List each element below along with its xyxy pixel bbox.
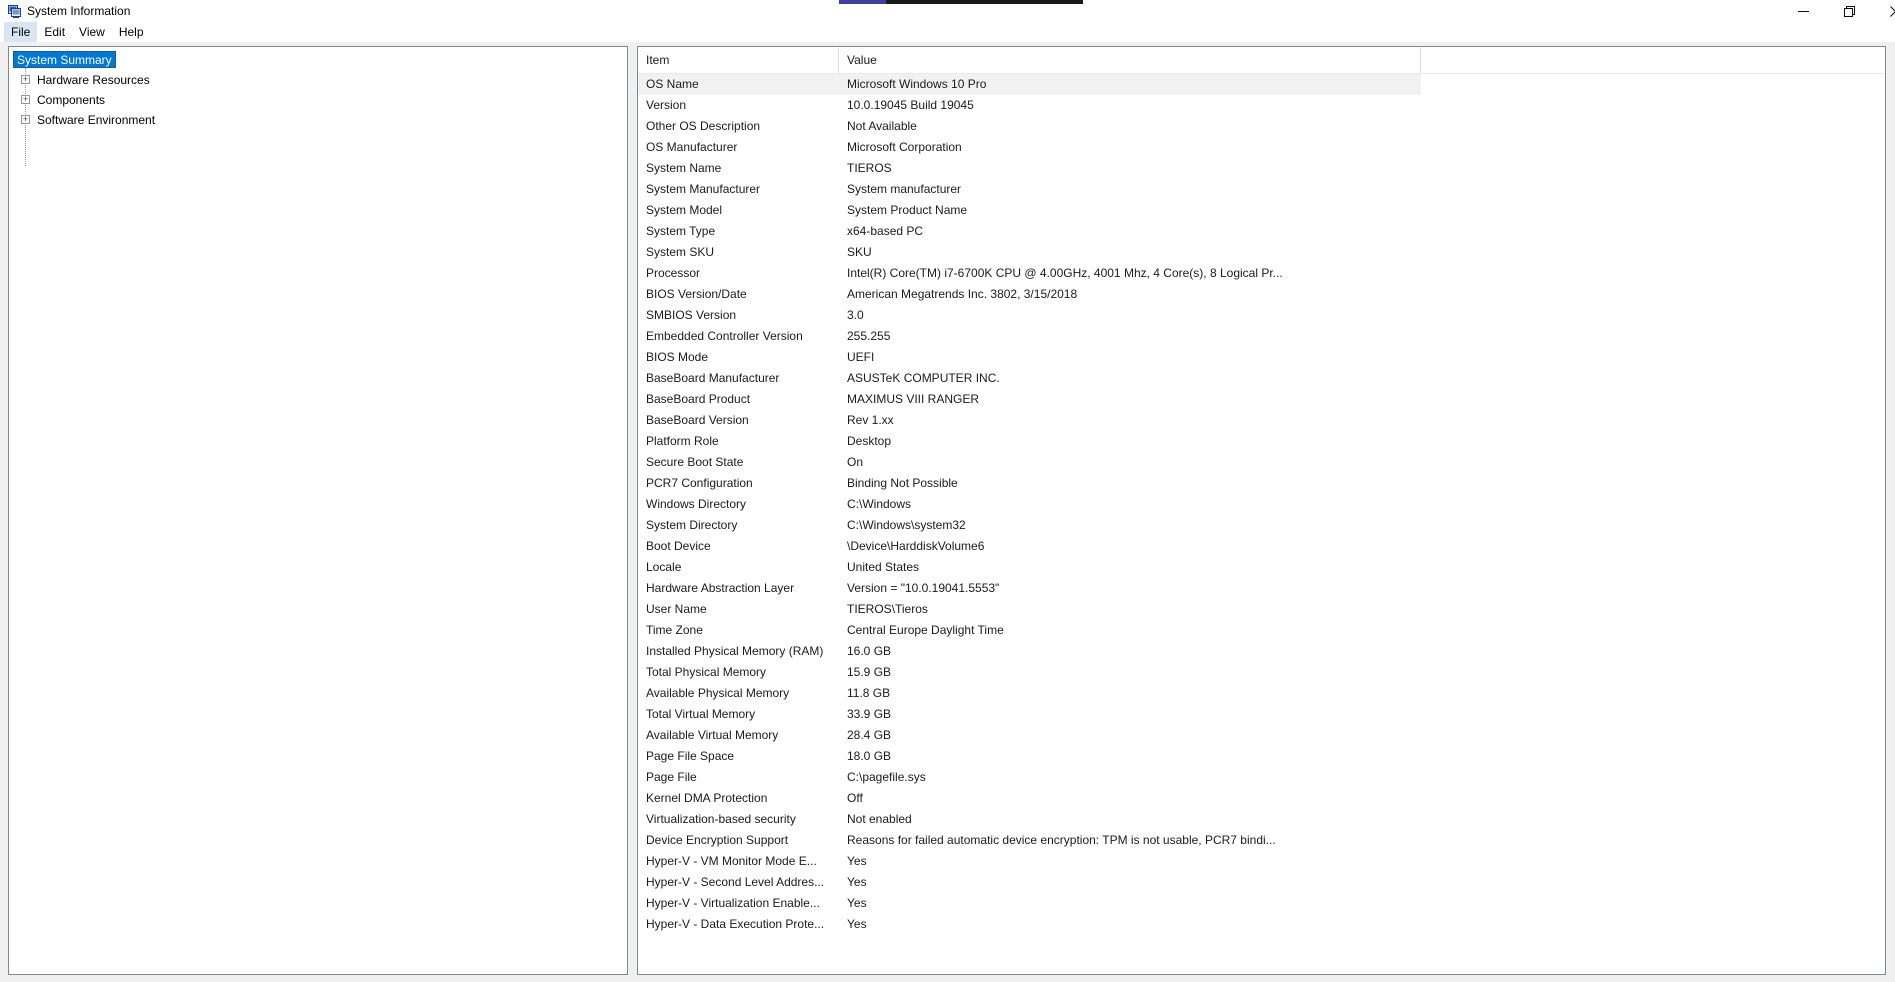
item-cell: OS Name <box>646 77 699 91</box>
item-cell: Available Virtual Memory <box>646 728 779 742</box>
value-cell: 3.0 <box>847 308 864 322</box>
value-cell: Not enabled <box>847 812 912 826</box>
restore-icon <box>1844 6 1855 17</box>
table-row[interactable] <box>638 809 1421 830</box>
tree-item-label: Software Environment <box>37 113 156 127</box>
table-row[interactable] <box>638 683 1421 704</box>
item-cell: Page File <box>646 770 697 784</box>
value-cell: TIEROS\Tieros <box>847 602 928 616</box>
table-row[interactable] <box>638 263 1421 284</box>
item-cell: SMBIOS Version <box>646 308 737 322</box>
value-cell: TIEROS <box>847 161 892 175</box>
tree-item-components[interactable] <box>9 90 627 110</box>
value-cell: Yes <box>847 854 867 868</box>
item-cell: PCR7 Configuration <box>646 476 753 490</box>
item-cell: Boot Device <box>646 539 711 553</box>
value-cell: \Device\HarddiskVolume6 <box>847 539 985 553</box>
close-icon <box>1890 6 1895 17</box>
table-row[interactable] <box>638 515 1421 536</box>
expand-plus-icon[interactable]: + <box>22 94 29 104</box>
table-row[interactable] <box>638 410 1421 431</box>
table-row[interactable] <box>638 536 1421 557</box>
item-cell: Total Virtual Memory <box>646 707 756 721</box>
item-cell: System SKU <box>646 245 715 259</box>
value-cell: MAXIMUS VIII RANGER <box>847 392 980 406</box>
restore-button[interactable] <box>1826 0 1872 22</box>
value-cell: 10.0.19045 Build 19045 <box>847 98 974 112</box>
menu-edit[interactable]: Edit <box>44 25 66 39</box>
value-cell: 15.9 GB <box>847 665 892 679</box>
window-title: System Information <box>27 4 131 18</box>
item-cell: Hyper-V - Data Execution Prote... <box>646 917 825 931</box>
expand-plus-icon[interactable]: + <box>22 74 29 84</box>
menu-file[interactable]: File <box>4 22 37 42</box>
value-cell: Reasons for failed automatic device encryption: TPM is not usable, PCR7 bindi... <box>847 833 1276 847</box>
table-row[interactable] <box>638 494 1421 515</box>
value-cell: 255.255 <box>847 329 891 343</box>
value-cell: Central Europe Daylight Time <box>847 623 1004 637</box>
value-cell: 33.9 GB <box>847 707 892 721</box>
table-row[interactable] <box>638 452 1421 473</box>
item-cell: BaseBoard Version <box>646 413 749 427</box>
value-cell: SKU <box>847 245 872 259</box>
table-row[interactable] <box>638 620 1421 641</box>
table-row[interactable] <box>638 578 1421 599</box>
table-row[interactable] <box>638 431 1421 452</box>
table-row[interactable] <box>638 389 1421 410</box>
value-cell: American Megatrends Inc. 3802, 3/15/2018 <box>847 287 1078 301</box>
item-cell: System Name <box>646 161 722 175</box>
screen-capture-artifact-dark <box>886 0 1083 4</box>
value-cell: C:\Windows <box>847 497 912 511</box>
table-row[interactable] <box>638 347 1421 368</box>
item-cell: Hyper-V - Second Level Addres... <box>646 875 825 889</box>
item-cell: System Manufacturer <box>646 182 761 196</box>
table-row[interactable] <box>638 830 1421 851</box>
item-cell: Platform Role <box>646 434 719 448</box>
table-row[interactable] <box>638 662 1421 683</box>
menu-bar <box>0 22 1895 42</box>
table-row[interactable] <box>638 284 1421 305</box>
table-row[interactable] <box>638 872 1421 893</box>
table-body <box>638 74 1421 935</box>
value-cell: System Product Name <box>847 203 968 217</box>
expand-plus-icon[interactable]: + <box>22 114 29 124</box>
value-cell: Microsoft Corporation <box>847 140 962 154</box>
table-header <box>638 47 1885 74</box>
window-controls <box>1780 0 1895 22</box>
column-header-item[interactable]: Item <box>638 47 839 73</box>
table-row[interactable] <box>638 116 1421 137</box>
menu-help[interactable]: Help <box>118 25 144 39</box>
value-cell: 28.4 GB <box>847 728 892 742</box>
table-row[interactable] <box>638 851 1421 872</box>
item-cell: Virtualization-based security <box>646 812 796 826</box>
value-cell: ASUSTeK COMPUTER INC. <box>847 371 1000 385</box>
tree-item-label: Hardware Resources <box>37 73 150 87</box>
table-row[interactable] <box>638 305 1421 326</box>
table-row[interactable] <box>638 893 1421 914</box>
system-information-app-icon <box>8 5 21 18</box>
item-cell: System Directory <box>646 518 738 532</box>
value-cell: Yes <box>847 896 867 910</box>
item-cell: Embedded Controller Version <box>646 329 803 343</box>
value-cell: Rev 1.xx <box>847 413 894 427</box>
item-cell: Available Physical Memory <box>646 686 790 700</box>
table-row[interactable] <box>638 599 1421 620</box>
category-tree <box>9 47 627 130</box>
details-pane <box>637 46 1886 975</box>
table-row[interactable] <box>638 767 1421 788</box>
minimize-button[interactable] <box>1780 0 1826 22</box>
tree-item-label: System Summary <box>13 51 116 68</box>
value-cell: Binding Not Possible <box>847 476 958 490</box>
value-cell: On <box>847 455 864 469</box>
value-cell: Yes <box>847 875 867 889</box>
table-row[interactable] <box>638 725 1421 746</box>
table-row[interactable] <box>638 242 1421 263</box>
value-cell: Desktop <box>847 434 892 448</box>
value-cell: 18.0 GB <box>847 749 892 763</box>
value-cell: System manufacturer <box>847 182 962 196</box>
table-row[interactable] <box>638 74 1421 95</box>
menu-view[interactable]: View <box>79 25 105 39</box>
value-cell: Yes <box>847 917 867 931</box>
item-cell: BaseBoard Manufacturer <box>646 371 780 385</box>
value-cell: C:\pagefile.sys <box>847 770 926 784</box>
value-cell: Intel(R) Core(TM) i7-6700K CPU @ 4.00GHz, 4001 Mhz, 4 Core(s), 8 Logical Pr... <box>847 266 1283 280</box>
value-cell: 16.0 GB <box>847 644 892 658</box>
minimize-icon <box>1798 6 1809 17</box>
value-cell: United States <box>847 560 920 574</box>
item-cell: Kernel DMA Protection <box>646 791 768 805</box>
table-row[interactable] <box>638 221 1421 242</box>
table-row[interactable] <box>638 641 1421 662</box>
table-row[interactable] <box>638 557 1421 578</box>
value-cell: Not Available <box>847 119 917 133</box>
item-cell: BIOS Mode <box>646 350 709 364</box>
item-cell: Total Physical Memory <box>646 665 767 679</box>
item-cell: OS Manufacturer <box>646 140 738 154</box>
table-row[interactable] <box>638 704 1421 725</box>
column-header-value[interactable]: Value <box>839 47 1421 73</box>
item-cell: Installed Physical Memory (RAM) <box>646 644 824 658</box>
category-tree-pane <box>8 46 628 975</box>
item-cell: System Type <box>646 224 716 238</box>
value-cell: UEFI <box>847 350 875 364</box>
table-row[interactable] <box>638 746 1421 767</box>
table-row[interactable] <box>638 200 1421 221</box>
value-cell: Microsoft Windows 10 Pro <box>847 77 987 91</box>
value-cell: Off <box>847 791 863 805</box>
table-row[interactable] <box>638 914 1421 935</box>
tree-item-hardware-resources[interactable] <box>9 70 627 90</box>
table-row[interactable] <box>638 179 1421 200</box>
item-cell: Hardware Abstraction Layer <box>646 581 795 595</box>
item-cell: BaseBoard Product <box>646 392 751 406</box>
table-row[interactable] <box>638 368 1421 389</box>
item-cell: Other OS Description <box>646 119 761 133</box>
item-cell: Hyper-V - Virtualization Enable... <box>646 896 820 910</box>
item-cell: Page File Space <box>646 749 735 763</box>
tree-item-system-summary[interactable] <box>9 50 627 70</box>
item-cell: Windows Directory <box>646 497 747 511</box>
table-row[interactable] <box>638 95 1421 116</box>
table-row[interactable] <box>638 137 1421 158</box>
item-cell: Locale <box>646 560 682 574</box>
item-cell: Secure Boot State <box>646 455 744 469</box>
table-row[interactable] <box>638 473 1421 494</box>
item-cell: Processor <box>646 266 701 280</box>
tree-item-label: Components <box>37 93 106 107</box>
item-cell: BIOS Version/Date <box>646 287 747 301</box>
table-row[interactable] <box>638 326 1421 347</box>
value-cell: Version = "10.0.19041.5553" <box>847 581 1000 595</box>
item-cell: Time Zone <box>646 623 703 637</box>
table-row[interactable] <box>638 788 1421 809</box>
tree-item-software-environment[interactable] <box>9 110 627 130</box>
item-cell: Device Encryption Support <box>646 833 789 847</box>
close-button[interactable] <box>1872 0 1895 22</box>
table-row[interactable] <box>638 158 1421 179</box>
item-cell: Hyper-V - VM Monitor Mode E... <box>646 854 817 868</box>
screen-capture-artifact-blue <box>839 0 886 4</box>
item-cell: User Name <box>646 602 707 616</box>
value-cell: C:\Windows\system32 <box>847 518 966 532</box>
item-cell: Version <box>646 98 687 112</box>
item-cell: System Model <box>646 203 723 217</box>
value-cell: x64-based PC <box>847 224 924 238</box>
value-cell: 11.8 GB <box>847 686 891 700</box>
